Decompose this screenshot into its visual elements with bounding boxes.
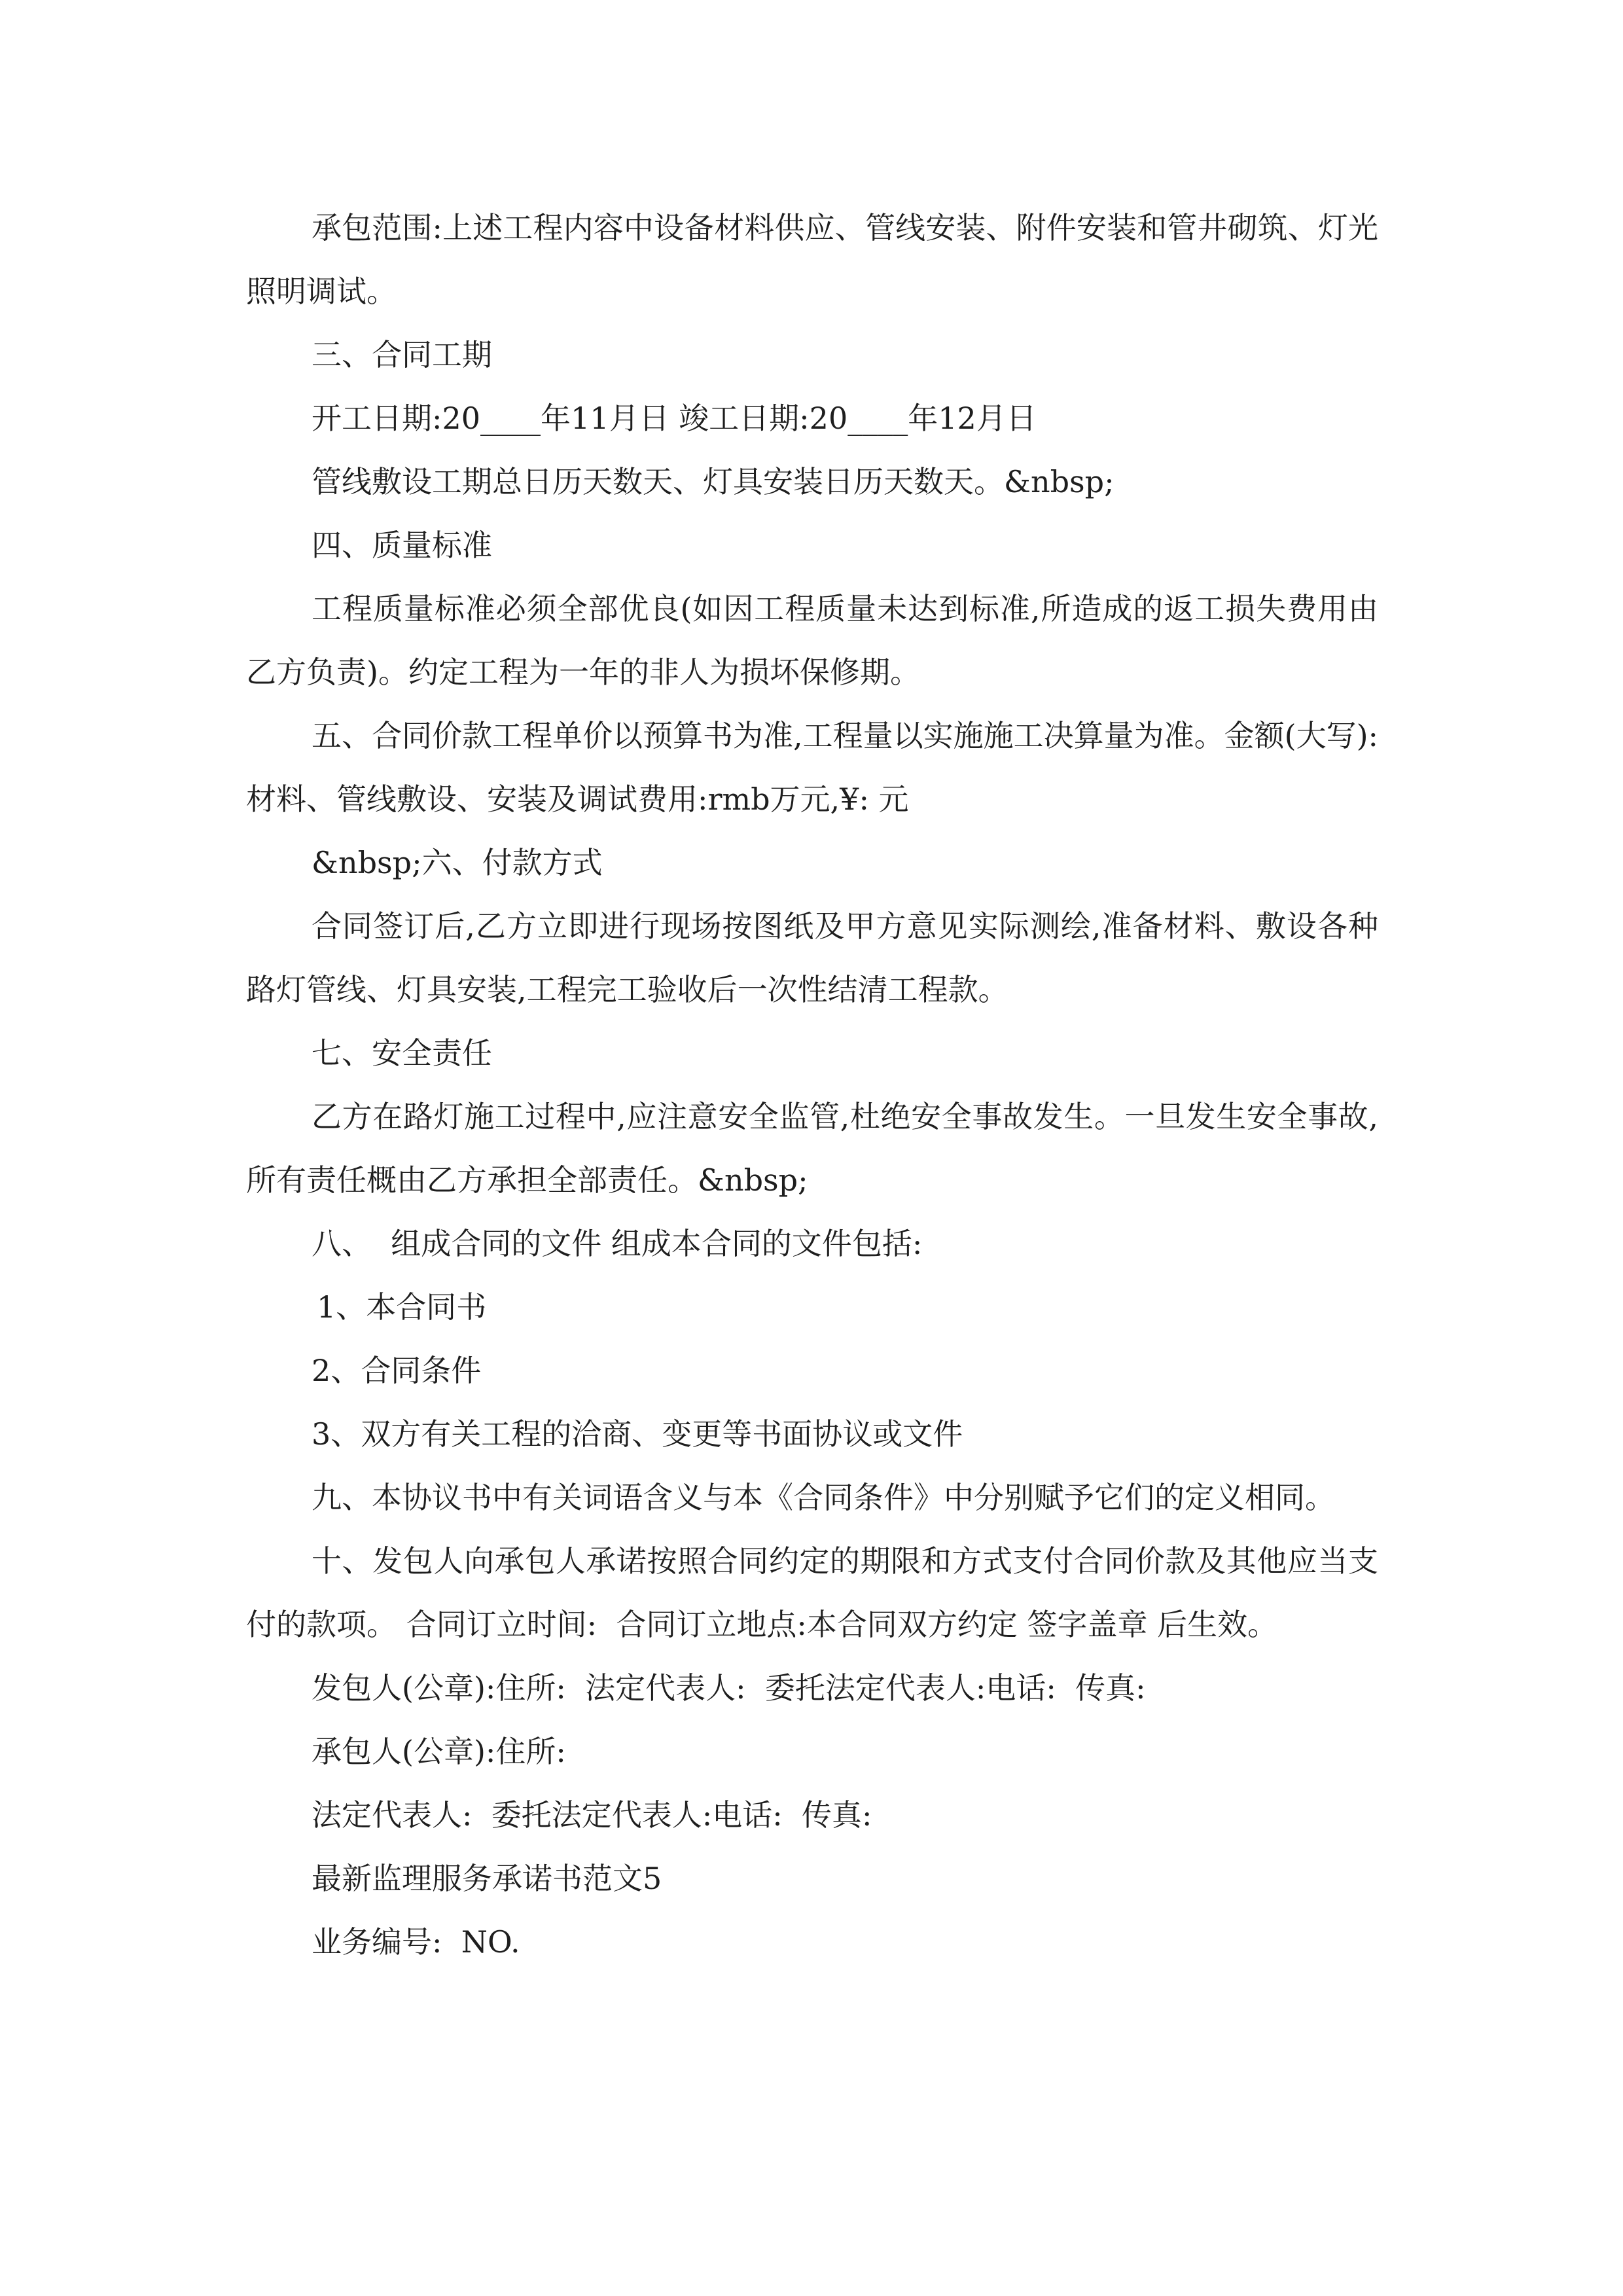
paragraph-promise: 十、发包人向承包人承诺按照合同约定的期限和方式支付合同价款及其他应当支付的款项。 合同订立时间: 合同订立地点:本合同双方约定 签字盖章 后生效。 <box>246 1543 1378 1642</box>
document-body <box>246 196 1378 1974</box>
heading-payment-method: &nbsp;六、付款方式 <box>312 845 603 880</box>
paragraph-duration: 管线敷设工期总日历天数天、灯具安装日历天数天。&nbsp; <box>312 464 1115 499</box>
paragraph-contract-price: 五、合同价款工程单价以预算书为准,工程量以实施施工决算量为准。金额(大写):材料、管线敷设、安装及调试费用:rmb万元,¥: 元 <box>246 718 1379 817</box>
paragraph-definitions: 九、本协议书中有关词语含义与本《合同条件》中分别赋予它们的定义相同。 <box>312 1480 1335 1515</box>
paragraph-quality: 工程质量标准必须全部优良(如因工程质量未达到标准,所造成的返工损失费用由乙方负责)。约定工程为一年的非人为损坏保修期。 <box>246 591 1378 690</box>
paragraph-safety: 乙方在路灯施工过程中,应注意安全监管,杜绝安全事故发生。一旦发生安全事故,所有责任概由乙方承担全部责任。&nbsp; <box>246 1099 1378 1198</box>
heading-contract-documents: 八、 组成合同的文件 组成本合同的文件包括: <box>312 1226 923 1261</box>
paragraph-business-number: 业务编号: NO. <box>312 1924 520 1960</box>
heading-quality-standard: 四、质量标准 <box>312 528 492 563</box>
paragraph-contractor-info: 承包人(公章):住所: <box>312 1734 566 1769</box>
paragraph-employer-info: 发包人(公章):住所: 法定代表人: 委托法定代表人:电话: 传真: <box>312 1670 1146 1706</box>
list-item-contract-book: 1、本合同书 <box>317 1289 487 1325</box>
heading-safety: 七、安全责任 <box>312 1035 492 1071</box>
paragraph-scope: 承包范围:上述工程内容中设备材料供应、管线安装、附件安装和管井砌筑、灯光照明调试。 <box>246 210 1378 309</box>
paragraph-dates: 开工日期:20____年11月日 竣工日期:20____年12月日 <box>312 401 1037 436</box>
list-item-negotiation-docs: 3、双方有关工程的洽商、变更等书面协议或文件 <box>312 1416 963 1452</box>
paragraph-payment: 合同签订后,乙方立即进行现场按图纸及甲方意见实际测绘,准备材料、敷设各种路灯管线、灯具安装,工程完工验收后一次性结清工程款。 <box>246 908 1378 1007</box>
paragraph-representative-info: 法定代表人: 委托法定代表人:电话: 传真: <box>312 1797 872 1833</box>
heading-contract-period: 三、合同工期 <box>312 337 492 372</box>
list-item-contract-terms: 2、合同条件 <box>312 1353 482 1388</box>
section-title: 最新监理服务承诺书范文5 <box>312 1861 662 1896</box>
